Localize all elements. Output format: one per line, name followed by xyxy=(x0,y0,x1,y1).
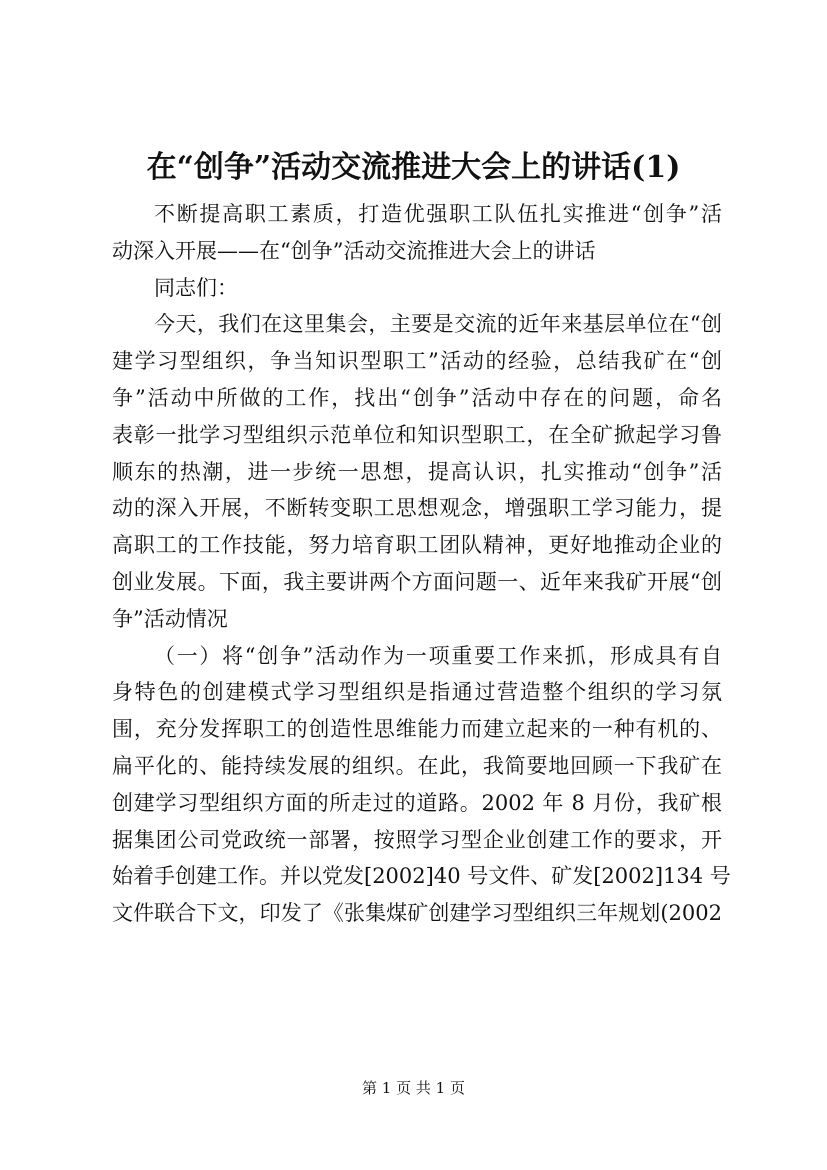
body-line: 争”活动中所做的工作，找出“创争”活动中存在的问题，命名 xyxy=(112,385,722,410)
body-line: 动的深入开展，不断转变职工思想观念，增强职工学习能力，提 xyxy=(112,496,722,521)
body-line: 顺东的热潮，进一步统一思想，提高认识，扎实推动“创争”活 xyxy=(112,459,722,484)
body-line: 今天，我们在这里集会，主要是交流的近年来基层单位在“创 xyxy=(154,312,722,337)
page-footer: 第 1 页 共 1 页 xyxy=(362,1079,465,1097)
body-line: 动深入开展——在“创争”活动交流推进大会上的讲话 xyxy=(112,238,596,263)
document-title: 在“创争”活动交流推进大会上的讲话(1) xyxy=(146,150,681,185)
document-body xyxy=(112,196,731,932)
body-line: 身特色的创建模式学习型组织是指通过营造整个组织的学习氛 xyxy=(112,680,722,705)
body-line: 扁平化的、能持续发展的组织。在此，我简要地回顾一下我矿在 xyxy=(112,753,722,778)
body-line: 不断提高职工素质，打造优强职工队伍扎实推进“创争”活 xyxy=(154,202,722,226)
body-line: 围，充分发挥职工的创造性思维能力而建立起来的一种有机的、 xyxy=(112,717,722,742)
body-line: 创业发展。下面，我主要讲两个方面问题一、近年来我矿开展“创 xyxy=(112,569,722,594)
body-line: 高职工的工作技能，努力培育职工团队精神，更好地推动企业的 xyxy=(112,533,722,558)
body-line: 文件联合下文，印发了《张集煤矿创建学习型组织三年规划(2002 xyxy=(112,901,722,926)
body-line: 据集团公司党政统一部署，按照学习型企业创建工作的要求，开 xyxy=(112,827,722,852)
body-line: 始着手创建工作。并以党发[2002]40 号文件、矿发[2002]134 号 xyxy=(112,864,731,889)
body-line: （一）将“创争”活动作为一项重要工作来抓，形成具有自 xyxy=(154,643,722,668)
body-line: 争”活动情况 xyxy=(112,606,228,631)
body-line: 建学习型组织，争当知识型职工”活动的经验，总结我矿在“创 xyxy=(112,349,722,374)
body-line: 创建学习型组织方面的所走过的道路。2002 年 8 月份，我矿根 xyxy=(112,790,722,815)
body-line: 同志们： xyxy=(154,275,238,300)
body-line: 表彰一批学习型组织示范单位和知识型职工，在全矿掀起学习鲁 xyxy=(112,422,722,447)
